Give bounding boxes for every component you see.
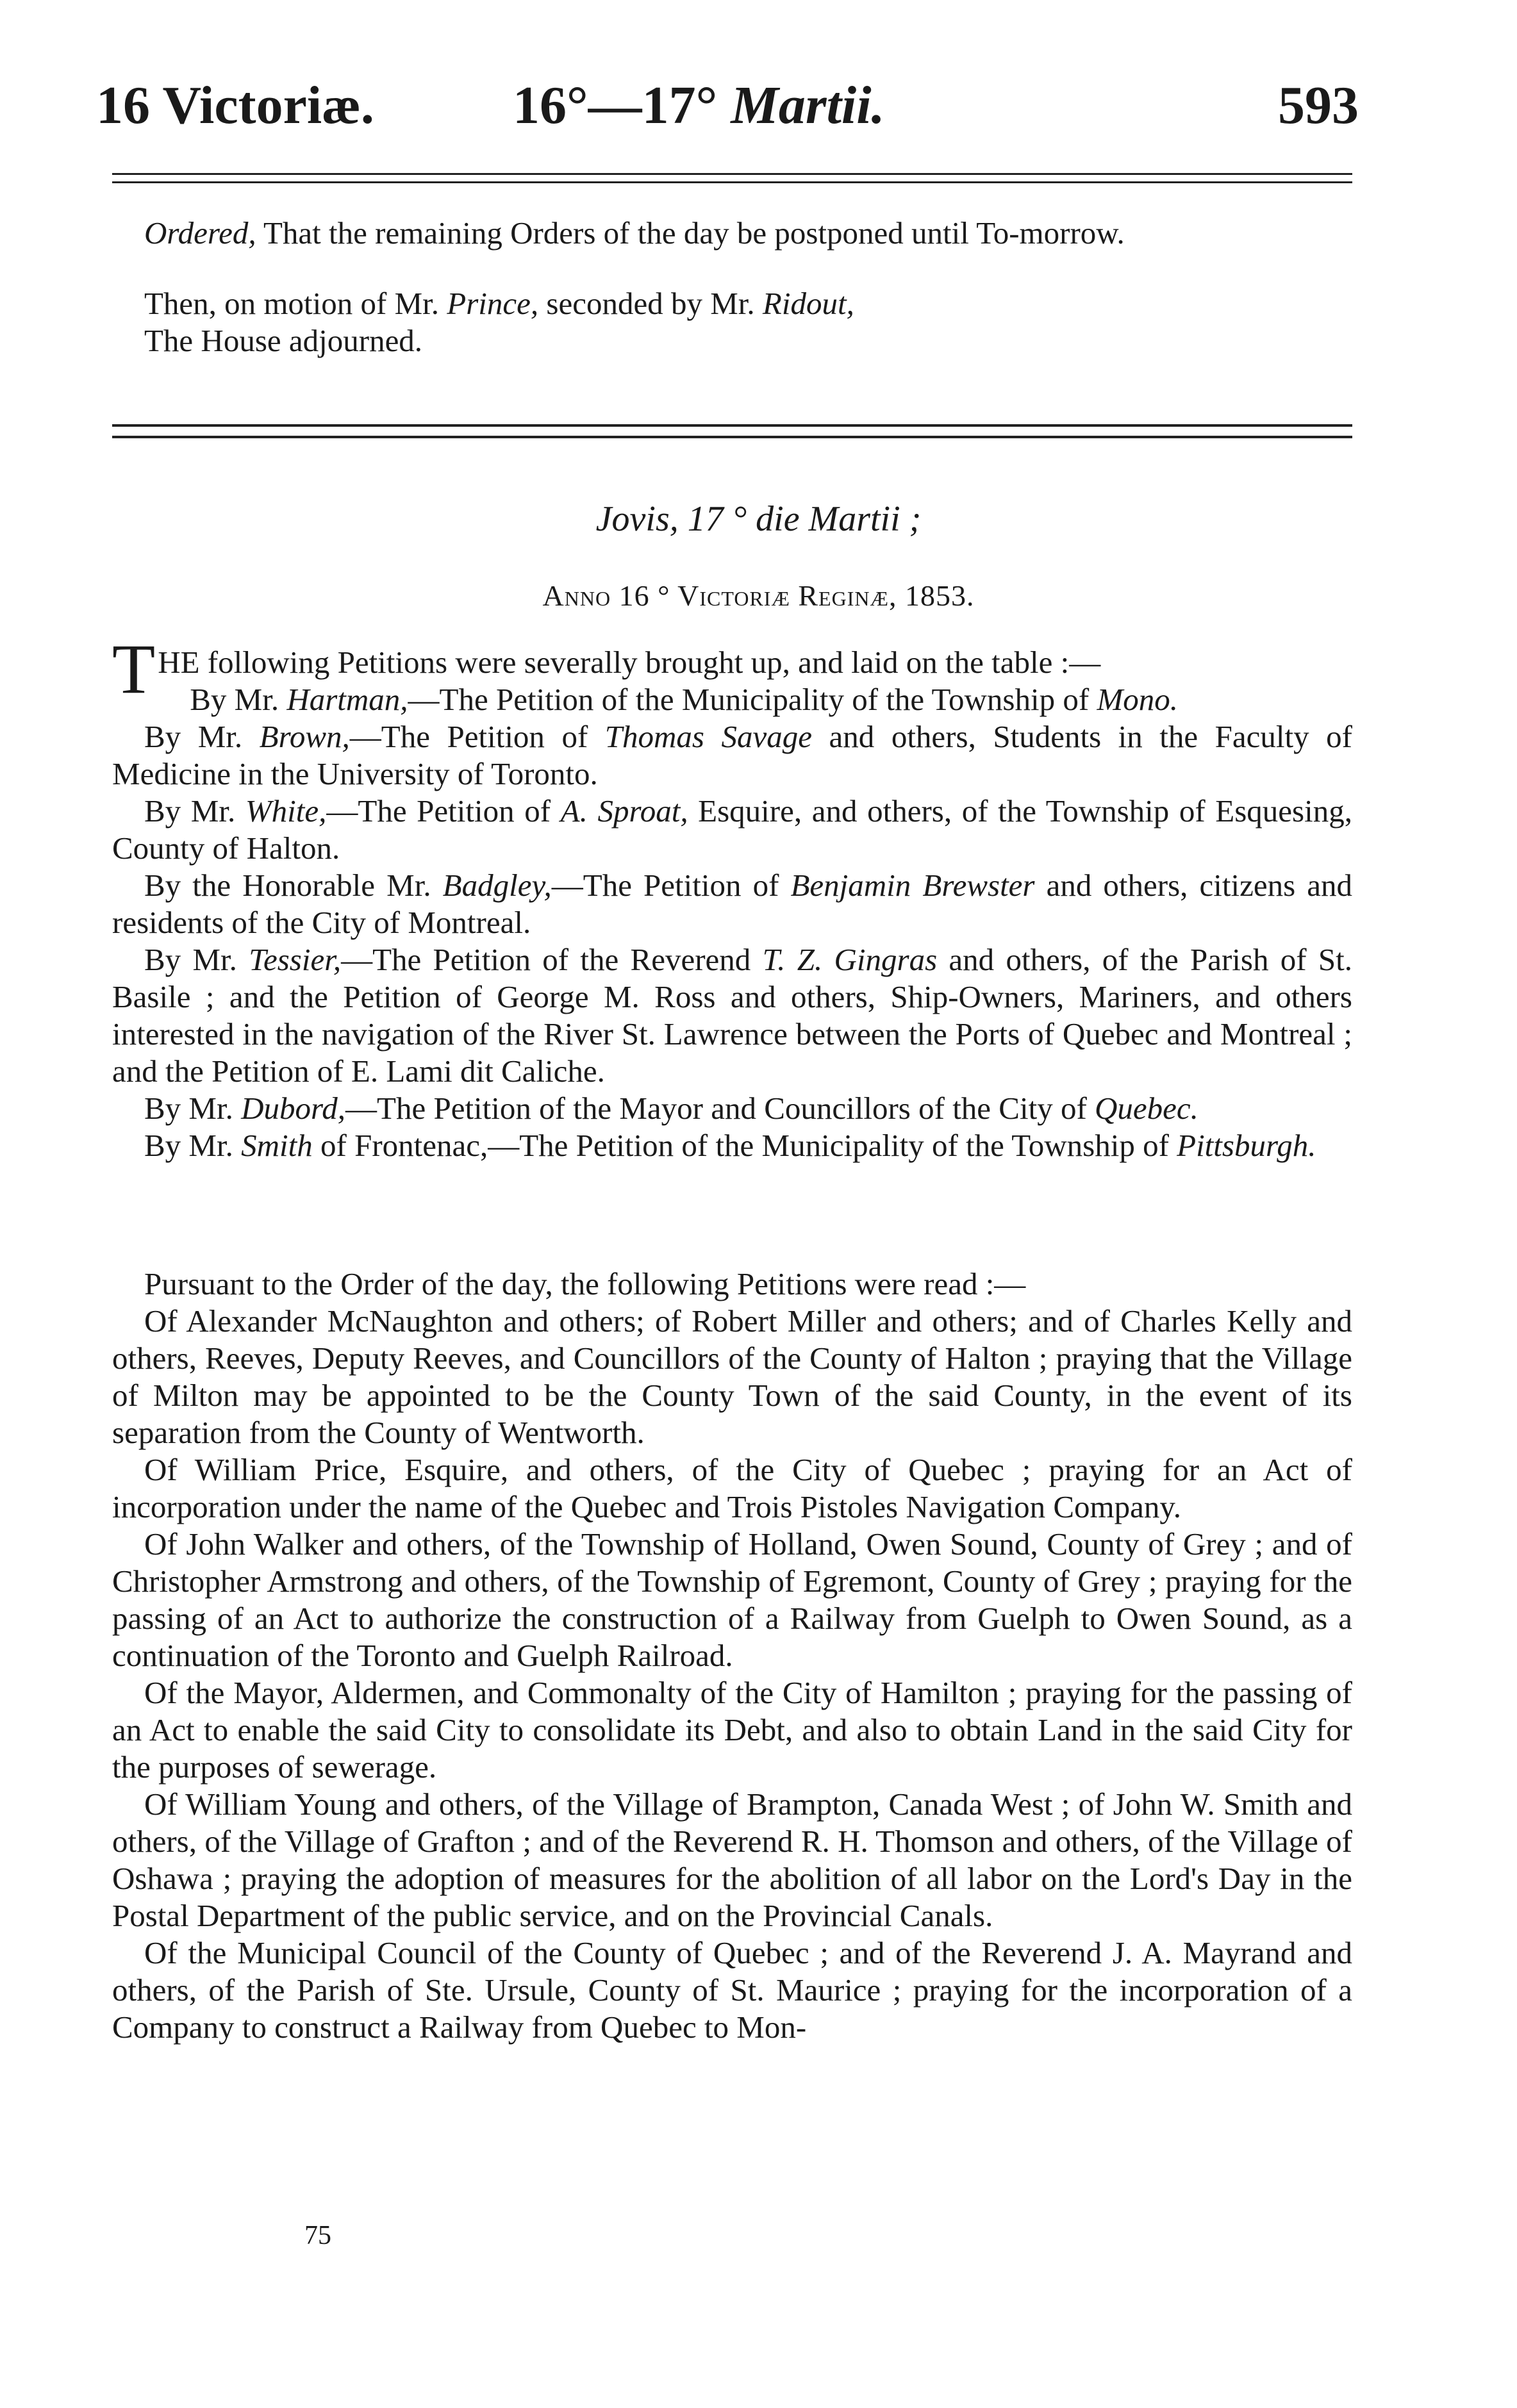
petition-petitioner: Pittsburgh. xyxy=(1177,1128,1316,1163)
petition-tail: and others, citizens and residents of the City of Montreal. xyxy=(112,868,1353,940)
ordered-text: That the remaining Orders of the day be postponed until To-morrow. xyxy=(256,215,1125,251)
petition-petitioner: Thomas Savage xyxy=(604,719,813,754)
motion-text-a: Then, on motion of Mr. xyxy=(144,286,447,321)
header-center xyxy=(513,67,885,144)
day-heading: Jovis, 17 ° die Martii ; xyxy=(595,499,922,539)
petition-text: —The Petition of xyxy=(326,793,561,829)
page-header xyxy=(96,67,1359,144)
read-petition-item: Of William Price, Esquire, and others, of the City of Quebec ; praying for an Act of incorporation under the name of the Quebec and Trois Pistoles Navigation Company. xyxy=(112,1452,1352,1524)
petition-text: —The Petition of the Municipality of the Township of xyxy=(408,682,1097,717)
drop-cap: T xyxy=(112,630,156,708)
motion-paragraph xyxy=(112,285,1352,322)
petition-petitioner: Benjamin Brewster xyxy=(790,868,1035,903)
adjourned-line: The House adjourned. xyxy=(144,323,423,358)
petition-member-name: Smith xyxy=(241,1128,313,1163)
petition-member-name: Badgley, xyxy=(442,868,552,903)
ordered-label: Ordered, xyxy=(144,215,256,251)
read-petition-item: Of John Walker and others, of the Township of Holland, Owen Sound, County of Grey ; and of Christopher Armstrong and others, of the Township of Egremont, County of Grey ; praying for the passing of an Act to authorize the construction of a Railway from Guelph to Owen Sound, as a continuation of the Toronto and Guelph Railroad. xyxy=(112,1526,1352,1673)
read-petition-item: Of William Young and others, of the Village of Brampton, Canada West ; of John W. Smith and others, of the Village of Grafton ; and of the Reverend R. H. Thomson and others, of the Village of Oshawa ; praying the adoption of measures for the abolition of all labor on the Lord's Day in the Postal Department of the public service, and on the Provincial Canals. xyxy=(112,1786,1352,1933)
motion-text-b: seconded by Mr. xyxy=(538,286,763,321)
petition-item xyxy=(112,718,1352,793)
petition-presenter-prefix: By the Honorable Mr. xyxy=(144,868,443,903)
header-center-month: Martii. xyxy=(731,76,885,135)
petition-tail: Esquire, and others, of the Township of Esquesing, County of Halton. xyxy=(112,793,1352,866)
petition-item xyxy=(112,793,1352,867)
petition-petitioner: T. Z. Gingras xyxy=(762,942,938,977)
petition-presenter-prefix: By Mr. xyxy=(144,942,249,977)
read-block xyxy=(112,1266,1352,2046)
petition-member-name: Brown, xyxy=(259,719,350,754)
petition-presenter-prefix: By Mr. xyxy=(190,682,287,717)
petition-presenter-prefix: By Mr. xyxy=(144,793,245,829)
petition-presenter-prefix: By Mr. xyxy=(144,719,260,754)
petition-member-name: Hartman, xyxy=(286,682,408,717)
read-list xyxy=(112,1303,1352,2046)
petitions-list xyxy=(112,681,1352,1164)
read-petition-item: Of the Municipal Council of the County of Quebec ; and of the Reverend J. A. Mayrand and others, of the Parish of Ste. Ursule, County of St. Maurice ; praying for the incorporation of a Company to construct a Railway from Quebec to Mon- xyxy=(112,1935,1352,2045)
petitions-intro-text: HE following Petitions were severally brought up, and laid on the table :— xyxy=(158,645,1101,680)
section-rule xyxy=(112,424,1352,438)
petition-text: —The Petition of the Reverend xyxy=(341,942,763,977)
petition-item xyxy=(112,681,1352,718)
petition-item xyxy=(112,867,1352,941)
petition-tail: and others, of the Parish of St. Basile ; and the Petition of George M. Ross and others, Ship-Owners, Mariners, and others interested in the navigation of the River St. Lawrence between the Ports of Quebec and Montreal ; and the Petition of E. Lami dit Caliche. xyxy=(112,942,1352,1089)
read-petition-item: Of the Mayor, Aldermen, and Commonalty of the City of Hamilton ; praying for the passing of an Act to enable the said City to consolidate its Debt, and also to obtain Land in the said City for the purposes of sewerage. xyxy=(112,1675,1352,1785)
anno-line: Anno 16 ° Victoriæ Reginæ, 1853. xyxy=(542,579,975,612)
read-intro: Pursuant to the Order of the day, the following Petitions were read :— xyxy=(144,1266,1026,1301)
petition-petitioner: Quebec. xyxy=(1095,1091,1198,1126)
signature-mark: 75 xyxy=(304,2221,331,2250)
petition-text: of Frontenac,—The Petition of the Municipality of the Township of xyxy=(312,1128,1177,1163)
petitions-block xyxy=(112,630,1353,1164)
petition-petitioner: A. Sproat, xyxy=(560,793,688,829)
header-center-dates: 16°—17° xyxy=(513,76,718,135)
petition-petitioner: Mono. xyxy=(1097,682,1179,717)
petition-presenter-prefix: By Mr. xyxy=(144,1091,242,1126)
petition-item xyxy=(112,1090,1352,1127)
ordered-paragraph xyxy=(112,215,1352,252)
petition-presenter-prefix: By Mr. xyxy=(144,1128,242,1163)
petition-member-name: Dubord, xyxy=(241,1091,346,1126)
petition-text: —The Petition of the Mayor and Councillors of the City of xyxy=(345,1091,1095,1126)
petition-item xyxy=(112,1127,1352,1164)
motion-prince: Prince, xyxy=(447,286,539,321)
read-petition-item: Of Alexander McNaughton and others; of Robert Miller and others; and of Charles Kelly and others, Reeves, Deputy Reeves, and Councillors of the County of Halton ; praying that the Village of Milton may be appointed to be the County Town of the said County, in the event of its separation from the County of Wentworth. xyxy=(112,1303,1352,1450)
petition-text: —The Petition of xyxy=(349,719,605,754)
petition-tail: and others, Students in the Faculty of Medicine in the University of Toronto. xyxy=(112,719,1352,791)
motion-ridout: Ridout, xyxy=(762,286,854,321)
petition-text: —The Petition of xyxy=(551,868,791,903)
page-number: 593 xyxy=(1278,76,1359,135)
petition-member-name: White, xyxy=(245,793,327,829)
header-left: 16 Victoriæ. xyxy=(96,76,374,135)
header-rule xyxy=(112,173,1352,183)
petition-item xyxy=(112,941,1352,1090)
petition-member-name: Tessier, xyxy=(249,942,342,977)
